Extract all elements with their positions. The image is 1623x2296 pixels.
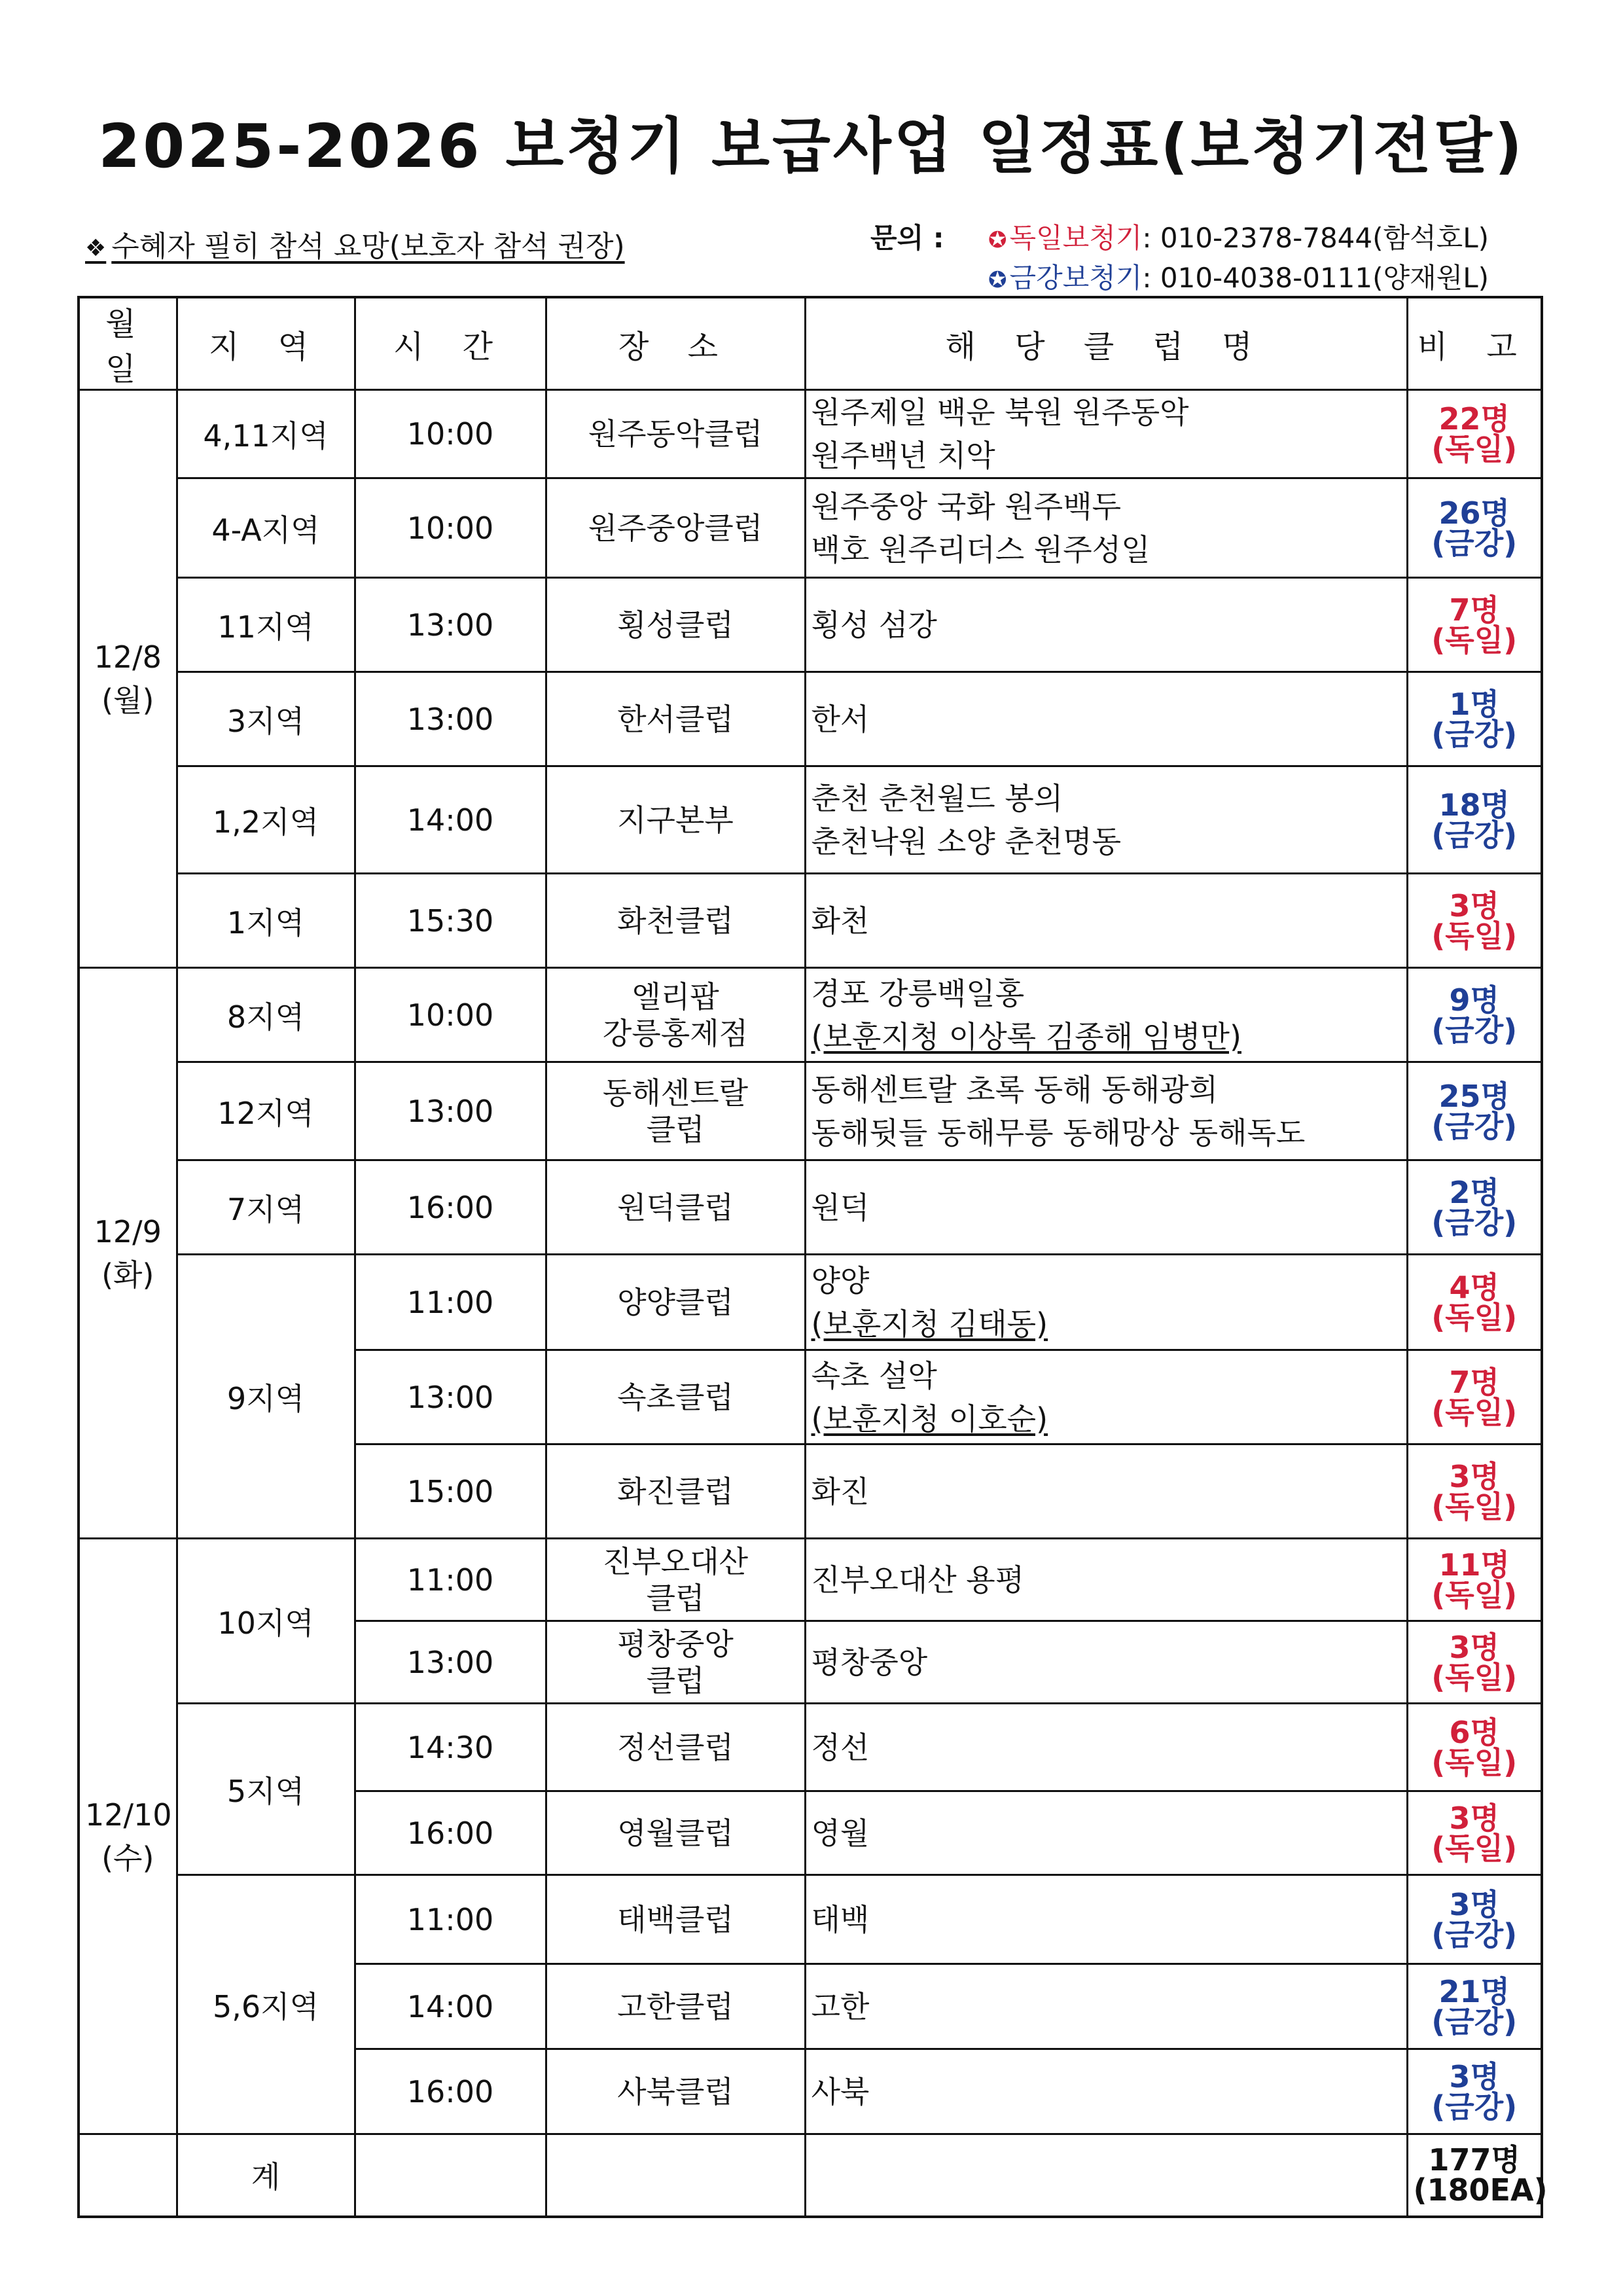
clubs-cell — [805, 2049, 1407, 2134]
time-cell: 11:00 — [355, 1539, 546, 1621]
place-cell — [546, 578, 805, 672]
clubs-cell — [805, 1350, 1407, 1444]
note-cell — [1407, 1255, 1542, 1350]
clubs-cell — [805, 766, 1407, 874]
club-line: 춘천 춘천월드 봉의 — [811, 780, 1063, 816]
header-region: 지 역 — [177, 297, 355, 390]
club-line: 경포 강릉백일홍 — [811, 975, 1025, 1011]
note-cell — [1407, 1350, 1542, 1444]
time-cell: 10:00 — [355, 968, 546, 1062]
date-cell — [79, 1539, 177, 2134]
date-label: 12/10 — [85, 1797, 172, 1833]
note-cell — [1407, 1160, 1542, 1255]
star-icon: ✪ — [988, 227, 1007, 253]
clubs-cell — [805, 390, 1407, 478]
place-line: 화천클럽 — [617, 903, 734, 939]
club-line: 동해뒷들 동해무릉 동해망상 동해독도 — [811, 1115, 1306, 1151]
club-line: 화천 — [811, 903, 870, 939]
note-cell — [1407, 672, 1542, 766]
club-line: 사북 — [811, 2073, 870, 2109]
region-cell: 10지역 — [177, 1539, 355, 1704]
time-cell: 16:00 — [355, 1791, 546, 1875]
table-row — [79, 390, 1542, 478]
place-cell — [546, 390, 805, 478]
total-empty-cell — [79, 2134, 177, 2217]
table-row — [79, 1255, 1542, 1350]
club-line: 속초 설악 — [811, 1357, 937, 1393]
inquiry-phone: : 010-4038-0111(양재원L) — [1142, 262, 1489, 294]
club-line: 태백 — [811, 1901, 870, 1937]
clubs-cell — [805, 1791, 1407, 1875]
place-line: 원덕클럽 — [617, 1189, 734, 1225]
place-cell — [546, 1964, 805, 2049]
clubs-cell — [805, 1704, 1407, 1791]
time-cell: 10:00 — [355, 478, 546, 578]
table-row — [79, 1062, 1542, 1160]
count-label: 3명 — [1449, 2058, 1499, 2094]
brand-label: (독일) — [1431, 918, 1518, 954]
count-label: 3명 — [1449, 1886, 1499, 1922]
count-label: 9명 — [1449, 982, 1499, 1018]
diamond-bullet-icon: ❖ — [85, 235, 107, 262]
weekday-label: (화) — [101, 1257, 154, 1293]
club-line: (보훈지청 김태동) — [811, 1306, 1048, 1342]
total-empty-cell — [805, 2134, 1407, 2217]
region-cell: 9지역 — [177, 1255, 355, 1539]
brand-label: (금강) — [1431, 2089, 1518, 2125]
region-cell: 4,11지역 — [177, 390, 355, 478]
brand-label: (금강) — [1431, 716, 1518, 752]
place-line: 클럽 — [646, 1662, 705, 1698]
note-cell — [1407, 1062, 1542, 1160]
inquiry-row — [870, 259, 1489, 299]
club-line: (보훈지청 이호순) — [811, 1401, 1048, 1437]
note-cell — [1407, 968, 1542, 1062]
clubs-cell — [805, 1255, 1407, 1350]
table-row — [79, 578, 1542, 672]
time-cell: 11:00 — [355, 1255, 546, 1350]
place-cell — [546, 478, 805, 578]
club-line: 화진 — [811, 1473, 870, 1509]
total-empty-cell — [355, 2134, 546, 2217]
place-cell — [546, 766, 805, 874]
region-cell: 1지역 — [177, 874, 355, 968]
time-cell: 15:00 — [355, 1444, 546, 1539]
brand-label: (독일) — [1431, 431, 1518, 467]
count-label: 3명 — [1449, 1800, 1499, 1836]
count-label: 3명 — [1449, 1458, 1499, 1494]
note-cell — [1407, 1539, 1542, 1621]
time-cell: 14:30 — [355, 1704, 546, 1791]
inquiry-phone: : 010-2378-7844(함석호L) — [1142, 222, 1489, 254]
count-label: 22명 — [1438, 401, 1510, 437]
place-cell — [546, 1621, 805, 1704]
clubs-cell — [805, 1539, 1407, 1621]
time-cell: 11:00 — [355, 1875, 546, 1964]
weekday-label: (월) — [101, 683, 154, 718]
note-cell — [1407, 1875, 1542, 1964]
region-cell: 1,2지역 — [177, 766, 355, 874]
date-label: 12/9 — [94, 1213, 162, 1249]
time-cell: 16:00 — [355, 2049, 546, 2134]
total-units: (180EA) — [1413, 2172, 1548, 2208]
table-row — [79, 1704, 1542, 1791]
place-line: 진부오대산 — [602, 1543, 749, 1579]
club-line: 정선 — [811, 1729, 870, 1765]
time-cell: 13:00 — [355, 1621, 546, 1704]
place-line: 동해센트랄 — [602, 1075, 749, 1111]
note-cell — [1407, 390, 1542, 478]
total-label: 계 — [177, 2134, 355, 2217]
brand-label: (금강) — [1431, 2003, 1518, 2039]
clubs-cell — [805, 578, 1407, 672]
place-line: 지구본부 — [617, 802, 734, 838]
inquiry-block — [870, 219, 1489, 299]
region-cell: 7지역 — [177, 1160, 355, 1255]
place-line: 고한클럽 — [617, 1988, 734, 2024]
club-line: 평창중앙 — [811, 1644, 928, 1680]
time-cell: 10:00 — [355, 390, 546, 478]
place-line: 한서클럽 — [617, 701, 734, 737]
total-row — [79, 2134, 1542, 2217]
count-label: 25명 — [1438, 1078, 1510, 1114]
time-cell: 14:00 — [355, 1964, 546, 2049]
region-cell: 5지역 — [177, 1704, 355, 1875]
inquiry-brand: 금강보청기 — [1009, 262, 1143, 294]
clubs-cell — [805, 1964, 1407, 2049]
place-line: 원주동악클럽 — [588, 416, 763, 452]
brand-label: (금강) — [1431, 525, 1518, 561]
brand-label: (금강) — [1431, 1204, 1518, 1240]
count-label: 18명 — [1438, 787, 1510, 823]
club-line: 원주제일 백운 북원 원주동악 — [811, 395, 1189, 430]
weekday-label: (수) — [101, 1840, 154, 1876]
schedule-table — [77, 296, 1548, 2218]
club-line: 춘천낙원 소양 춘천명동 — [811, 823, 1122, 859]
header-date: 월일 — [79, 297, 177, 390]
club-line: 백호 원주리더스 원주성일 — [811, 531, 1150, 567]
clubs-cell — [805, 1160, 1407, 1255]
table-header-row — [79, 297, 1542, 390]
place-line: 정선클럽 — [617, 1729, 734, 1765]
count-label: 7명 — [1449, 592, 1499, 628]
brand-label: (독일) — [1431, 1577, 1518, 1613]
notice-label: 수혜자 필히 참석 요망(보호자 참석 권장) — [111, 230, 625, 263]
place-cell — [546, 1539, 805, 1621]
inquiry-brand: 독일보청기 — [1009, 222, 1143, 254]
club-line: 원주중앙 국화 원주백두 — [811, 488, 1122, 524]
place-line: 횡성클럽 — [617, 607, 734, 643]
table-row — [79, 874, 1542, 968]
table-row — [79, 478, 1542, 578]
table-row — [79, 1160, 1542, 1255]
place-line: 클럽 — [646, 1111, 705, 1147]
club-line: 고한 — [811, 1988, 870, 2024]
place-cell — [546, 1350, 805, 1444]
place-cell — [546, 1255, 805, 1350]
time-cell: 15:30 — [355, 874, 546, 968]
date-cell — [79, 390, 177, 968]
brand-label: (독일) — [1431, 1394, 1518, 1430]
brand-label: (독일) — [1431, 622, 1518, 658]
place-cell — [546, 1875, 805, 1964]
time-cell: 13:00 — [355, 1350, 546, 1444]
place-cell — [546, 672, 805, 766]
brand-label: (독일) — [1431, 1659, 1518, 1695]
club-line: 양양 — [811, 1263, 870, 1299]
club-line: 원덕 — [811, 1189, 870, 1225]
brand-label: (독일) — [1431, 1830, 1518, 1866]
region-cell: 3지역 — [177, 672, 355, 766]
note-cell — [1407, 1964, 1542, 2049]
count-label: 11명 — [1438, 1547, 1510, 1583]
clubs-cell — [805, 1062, 1407, 1160]
place-cell — [546, 874, 805, 968]
count-label: 7명 — [1449, 1364, 1499, 1400]
table-row — [79, 968, 1542, 1062]
brand-label: (독일) — [1431, 1488, 1518, 1524]
place-cell — [546, 1062, 805, 1160]
note-cell — [1407, 1444, 1542, 1539]
place-line: 강릉홍제점 — [602, 1015, 749, 1051]
time-cell: 13:00 — [355, 578, 546, 672]
clubs-cell — [805, 1875, 1407, 1964]
clubs-cell — [805, 874, 1407, 968]
region-cell: 11지역 — [177, 578, 355, 672]
note-cell — [1407, 874, 1542, 968]
count-label: 21명 — [1438, 1973, 1510, 2009]
club-line: 한서 — [811, 701, 870, 737]
total-count: 177명 — [1428, 2142, 1520, 2178]
place-cell — [546, 968, 805, 1062]
inquiry-label: 문의 : — [870, 222, 944, 254]
place-line: 사북클럽 — [617, 2073, 734, 2109]
note-cell — [1407, 1791, 1542, 1875]
region-cell: 4-A지역 — [177, 478, 355, 578]
count-label: 2명 — [1449, 1174, 1499, 1210]
header-clubs: 해 당 클 럽 명 — [805, 297, 1407, 390]
time-cell: 16:00 — [355, 1160, 546, 1255]
clubs-cell — [805, 968, 1407, 1062]
club-line: 원주백년 치악 — [811, 438, 995, 473]
note-cell — [1407, 766, 1542, 874]
place-line: 태백클럽 — [617, 1901, 734, 1937]
brand-label: (독일) — [1431, 1744, 1518, 1780]
brand-label: (금강) — [1431, 817, 1518, 853]
place-cell — [546, 1160, 805, 1255]
place-line: 영월클럽 — [617, 1815, 734, 1851]
club-line: 횡성 섬강 — [811, 607, 937, 643]
place-line: 원주중앙클럽 — [588, 510, 763, 546]
club-line: 동해센트랄 초록 동해 동해광희 — [811, 1071, 1219, 1107]
place-line: 화진클럽 — [617, 1473, 734, 1509]
total-empty-cell — [546, 2134, 805, 2217]
table-row — [79, 1875, 1542, 1964]
notice-text — [85, 223, 625, 264]
count-label: 3명 — [1449, 888, 1499, 924]
place-line: 엘리팝 — [632, 978, 719, 1014]
region-cell: 8지역 — [177, 968, 355, 1062]
clubs-cell — [805, 478, 1407, 578]
header-time: 시 간 — [355, 297, 546, 390]
note-cell — [1407, 1621, 1542, 1704]
note-cell — [1407, 1704, 1542, 1791]
club-line: 영월 — [811, 1815, 870, 1851]
place-line: 속초클럽 — [617, 1379, 734, 1415]
clubs-cell — [805, 672, 1407, 766]
clubs-cell — [805, 1444, 1407, 1539]
clubs-cell — [805, 1621, 1407, 1704]
document-title: 2025-2026 보청기 보급사업 일정표(보청기전달) — [98, 111, 1525, 181]
table-row — [79, 672, 1542, 766]
star-icon: ✪ — [988, 267, 1007, 293]
header-note: 비 고 — [1407, 297, 1542, 390]
total-count-cell — [1407, 2134, 1548, 2217]
place-cell — [546, 1704, 805, 1791]
brand-label: (금강) — [1431, 1916, 1518, 1952]
region-cell: 5,6지역 — [177, 1875, 355, 2134]
count-label: 4명 — [1449, 1269, 1499, 1305]
place-line: 평창중앙 — [617, 1626, 734, 1662]
table-row — [79, 1539, 1542, 1621]
note-cell — [1407, 478, 1542, 578]
time-cell: 13:00 — [355, 1062, 546, 1160]
table-row — [79, 766, 1542, 874]
time-cell: 14:00 — [355, 766, 546, 874]
place-line: 클럽 — [646, 1580, 705, 1616]
date-cell — [79, 968, 177, 1539]
club-line: 진부오대산 용평 — [811, 1562, 1025, 1598]
count-label: 26명 — [1438, 495, 1510, 531]
brand-label: (독일) — [1431, 1299, 1518, 1335]
count-label: 3명 — [1449, 1629, 1499, 1665]
place-cell — [546, 1791, 805, 1875]
place-cell — [546, 2049, 805, 2134]
region-cell: 12지역 — [177, 1062, 355, 1160]
place-cell — [546, 1444, 805, 1539]
header-place: 장 소 — [546, 297, 805, 390]
note-cell — [1407, 578, 1542, 672]
date-label: 12/8 — [94, 639, 162, 675]
inquiry-row — [870, 219, 1489, 259]
club-line: (보훈지청 이상록 김종해 임병만) — [811, 1018, 1241, 1054]
brand-label: (금강) — [1431, 1012, 1518, 1048]
brand-label: (금강) — [1431, 1108, 1518, 1144]
count-label: 6명 — [1449, 1714, 1499, 1750]
count-label: 1명 — [1449, 686, 1499, 722]
time-cell: 13:00 — [355, 672, 546, 766]
note-cell — [1407, 2049, 1542, 2134]
place-line: 양양클럽 — [617, 1284, 734, 1320]
